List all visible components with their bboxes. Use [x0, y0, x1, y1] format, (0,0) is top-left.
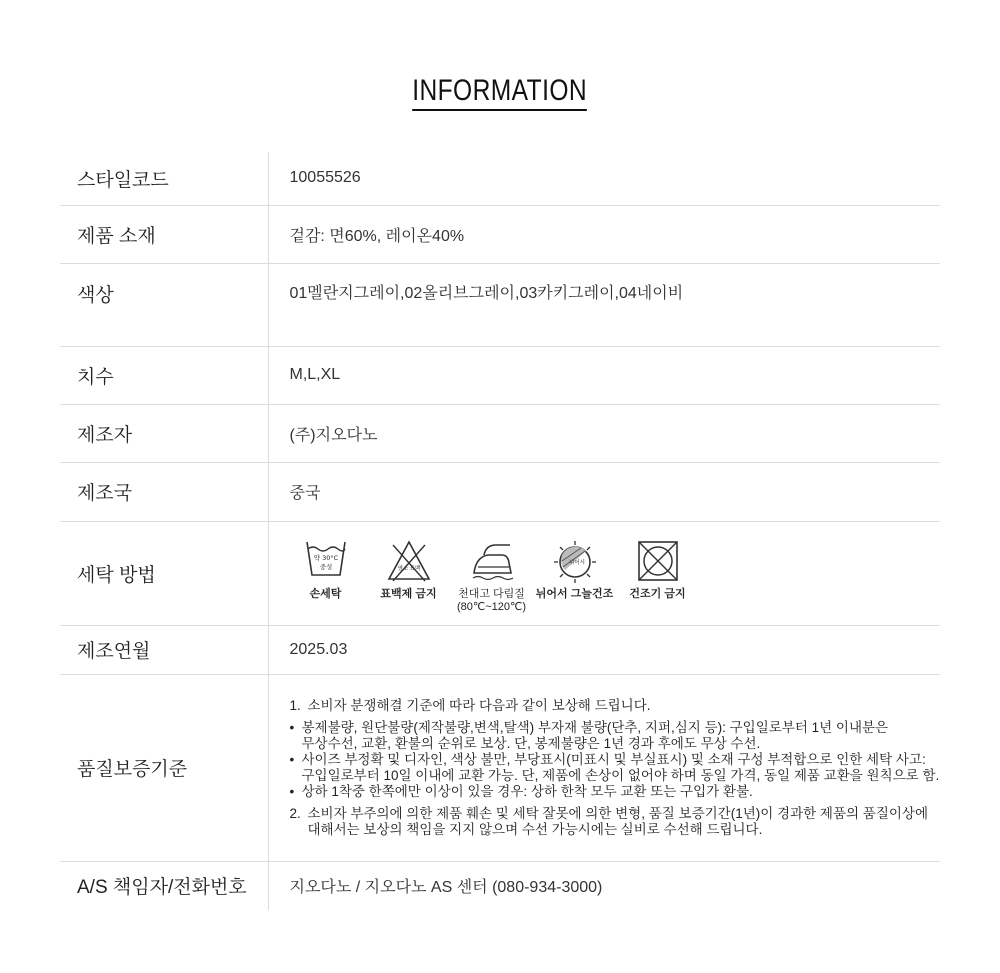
care-shade-dry: [535, 539, 614, 601]
info-title-wrap: [0, 74, 1000, 111]
warranty-line-text: 상하 1착중 한쪽에만 이상이 있을 경우: 상하 한착 모두 교환 또는 구입가 환불.: [301, 783, 753, 799]
country-value: 중국: [268, 462, 940, 521]
row-maker: [60, 404, 940, 462]
warranty-line-text: 봉제불량, 원단불량(제작불량,변색,탈색) 부자재 불량(단추, 지퍼,심지 등): 구입일로부터 1년 이내분은: [301, 719, 889, 735]
warranty-line-text: 무상수선, 교환, 환불의 순위로 보상. 단, 봉제불량은 1년 경과 후에도 무상 수선.: [301, 735, 761, 751]
warranty-line-text: 대해서는 보상의 책임을 지지 않으며 수선 가능시에는 실비로 수선해 드립니다.: [307, 821, 763, 837]
size-label: 치수: [60, 346, 268, 404]
warranty-line: [290, 768, 940, 784]
no-bleach-text-1: 염소: [397, 565, 408, 572]
no-bleach-text-2: 표백: [409, 565, 420, 572]
bullet-marker: •: [289, 751, 295, 767]
shade-dry-caption: 뉘어서 그늘건조: [535, 587, 614, 600]
warranty-line: [290, 720, 940, 736]
care-iron: [456, 539, 528, 614]
page-title: INFORMATION: [413, 74, 588, 111]
bullet-marker: •: [289, 783, 295, 799]
as-label: A/S 책임자/전화번호: [60, 861, 268, 910]
warranty-line: [290, 698, 940, 714]
care-icons: [290, 533, 940, 614]
hand-wash-temp: 약 30°C: [313, 553, 338, 562]
maker-value: (주)지오다노: [268, 404, 940, 462]
no-bleach-caption: 표백제 금지: [380, 587, 437, 600]
color-value: 01멜란지그레이,02올리브그레이,03카키그레이,04네이비: [268, 263, 940, 346]
list-marker: 1.: [289, 697, 301, 713]
warranty-line: [290, 822, 940, 838]
warranty-label: 품질보증기준: [60, 674, 268, 861]
row-color: [60, 263, 940, 346]
care-hand-wash: [290, 539, 362, 601]
maker-label: 제조자: [60, 404, 268, 462]
warranty-value: [268, 674, 940, 861]
warranty-line: [290, 784, 940, 800]
as-value: 지오다노 / 지오다노 AS 센터 (080-934-3000): [289, 879, 603, 897]
warranty-line-text: 소비자 분쟁해결 기준에 따라 다음과 같이 보상해 드립니다.: [307, 697, 651, 713]
bullet-marker: [290, 736, 302, 752]
bullet-marker: •: [289, 719, 295, 735]
care-no-bleach: [373, 539, 445, 601]
iron-caption: 천대고 다림질: [458, 587, 525, 600]
list-marker: [290, 822, 308, 838]
material-label: 제품 소재: [60, 205, 268, 263]
warranty-line: [290, 736, 940, 752]
hand-wash-icon: [304, 539, 348, 585]
material-value: 겉감: 면60%, 레이온40%: [268, 205, 940, 263]
country-label: 제조국: [60, 462, 268, 521]
size-value: M,L,XL: [268, 346, 940, 404]
no-tumble-dry-caption: 건조기 금지: [629, 587, 686, 600]
style-code-value: 10055526: [268, 152, 940, 205]
row-as: [60, 861, 940, 910]
row-size: [60, 346, 940, 404]
style-code-label: 스타일코드: [60, 152, 268, 205]
row-date: [60, 625, 940, 674]
date-label: 제조연월: [60, 625, 268, 674]
warranty-line-text: 구입일로부터 10일 이내에 교환 가능. 단, 제품에 손상이 없어야 하며 동일 가격, 동일 제품 교환을 원칙으로 함.: [301, 767, 940, 783]
washing-label: 세탁 방법: [60, 521, 268, 625]
row-washing: [60, 521, 940, 625]
row-material: [60, 205, 940, 263]
no-bleach-icon: [387, 539, 431, 585]
warranty-line: [290, 806, 940, 822]
warranty-line-text: 소비자 부주의에 의한 제품 훼손 및 세탁 잘못에 의한 변형, 품질 보증기간(1년)이 경과한 제품의 품질이상에: [307, 805, 928, 821]
row-style-code: [60, 152, 940, 205]
washing-value: [268, 521, 940, 625]
date-value: 2025.03: [268, 625, 940, 674]
care-no-tumble-dry: [622, 539, 694, 601]
no-tumble-dry-icon: [636, 539, 680, 585]
hand-wash-caption: 손세탁: [309, 587, 342, 600]
color-label: 색상: [60, 263, 268, 346]
iron-icon: [470, 539, 514, 585]
product-info-table: [60, 152, 940, 910]
row-country: [60, 462, 940, 521]
hand-wash-detergent: 중성: [319, 562, 332, 571]
row-warranty: [60, 674, 940, 861]
shade-dry-text: 뉘어서: [568, 559, 585, 566]
warranty-text: [290, 696, 940, 840]
bullet-marker: [290, 768, 302, 784]
shade-dry-flat-icon: [553, 539, 597, 585]
iron-temp-caption: (80℃~120℃): [456, 600, 527, 613]
warranty-line-text: 사이즈 부정확 및 디자인, 색상 불만, 부당표시(미표시 및 부실표시) 및 소재 구성 부적합으로 인한 세탁 사고:: [301, 751, 926, 767]
list-marker: 2.: [289, 805, 301, 821]
warranty-line: [290, 752, 940, 768]
